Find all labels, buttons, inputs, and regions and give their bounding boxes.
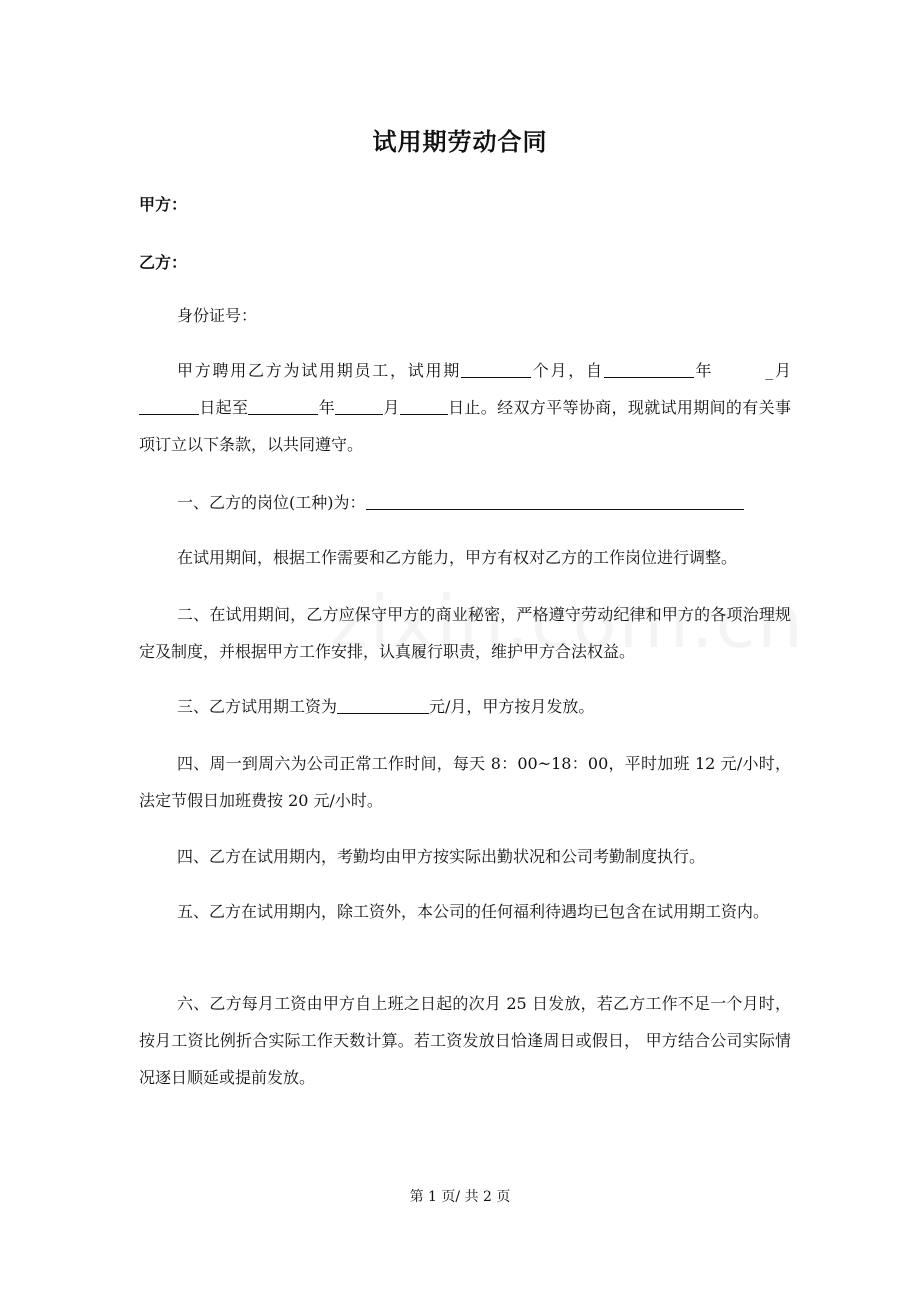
end-month-blank[interactable] bbox=[335, 396, 383, 415]
clause-5: 五、乙方在试用期内，除工资外，本公司的任何福利待遇均已包含在试用期工资内。 bbox=[177, 902, 770, 921]
clause-6: 六、乙方每月工资由甲方自上班之日起的次月 25 日发放，若乙方工作不足一个月时，按月工资比例折合实际工作天数计算。若工资发放日恰逢周日或假日， 甲方结合公司实际情况逐日顺延或提前发放。 bbox=[139, 994, 791, 1087]
clause-2: 二、在试用期间，乙方应保守甲方的商业秘密，严格遵守劳动纪律和甲方的各项治理规定及制度，并根据甲方工作安排，认真履行职责，维护甲方合法权益。 bbox=[139, 605, 791, 661]
intro-text-3: 年 bbox=[693, 361, 714, 380]
probation-months-blank[interactable] bbox=[461, 359, 531, 378]
position-blank[interactable] bbox=[366, 491, 744, 510]
clause-3-text-a: 三、乙方试用期工资为 bbox=[177, 697, 338, 716]
intro-text-7: 年 bbox=[318, 398, 336, 417]
page-footer: 第 1 页/ 共 2 页 bbox=[409, 1189, 511, 1205]
intro-text-8: 月 bbox=[383, 398, 400, 417]
clause-3 bbox=[139, 688, 791, 725]
intro-text-6: 日起至 bbox=[199, 398, 249, 417]
clause-1 bbox=[139, 484, 791, 521]
clause-1-text: 一、乙方的岗位(工种)为： bbox=[177, 493, 366, 512]
clause-4b: 四、乙方在试用期内，考勤均由甲方按实际出勤状况和公司考勤制度执行。 bbox=[177, 847, 706, 866]
clause-1-note: 在试用期间，根据工作需要和乙方能力，甲方有权对乙方的工作岗位进行调整。 bbox=[177, 548, 738, 567]
salary-blank[interactable] bbox=[337, 695, 429, 714]
end-day-blank[interactable] bbox=[400, 396, 448, 415]
intro-text-4: _ bbox=[765, 361, 774, 380]
intro-text-1: 甲方聘用乙方为试用期员工，试用期 bbox=[177, 361, 461, 380]
intro-text-9: 日止。经双方平等协商，现就试用期间的有关事项订立以下条款，以共同遵守。 bbox=[139, 398, 791, 454]
intro-paragraph bbox=[139, 352, 791, 463]
party-b-label: 乙方： bbox=[139, 253, 188, 272]
party-a-label: 甲方： bbox=[139, 195, 188, 214]
intro-text-5: 月 bbox=[773, 361, 791, 380]
start-year-blank[interactable] bbox=[604, 359, 694, 378]
end-year-blank[interactable] bbox=[248, 396, 318, 415]
start-day-blank[interactable] bbox=[139, 396, 199, 415]
clause-3-text-b: 元/月，甲方按月发放。 bbox=[429, 697, 595, 716]
clause-4: 四、周一到周六为公司正常工作时间，每天 8：00~18：00，平时加班 12 元/小时，法定节假日加班费按 20 元/小时。 bbox=[139, 754, 791, 810]
id-number-label: 身份证号： bbox=[177, 306, 258, 325]
document-title: 试用期劳动合同 bbox=[372, 128, 548, 156]
intro-text-2: 个月，自 bbox=[530, 361, 604, 380]
